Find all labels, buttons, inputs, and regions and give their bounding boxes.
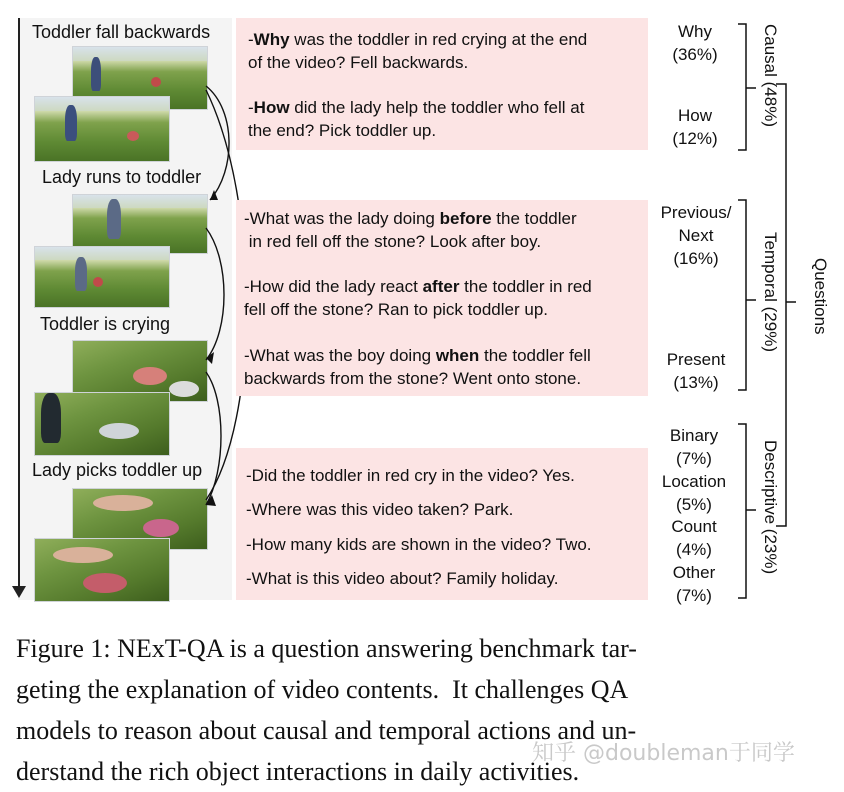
- keyword-why: Why: [253, 30, 290, 49]
- group-label-temporal: Temporal (29%): [761, 232, 780, 352]
- category-other: Other (7%): [672, 563, 716, 605]
- question-after-line2: fell off the stone? Ran to pick toddler up.: [244, 300, 548, 319]
- caption-line: models to reason about causal and temporal actions and un-: [16, 716, 637, 745]
- category-location: Location (5%): [661, 472, 727, 514]
- temporal-bracket: [738, 200, 746, 390]
- question-when: -What was the boy doing when the toddler fell: [244, 346, 591, 365]
- question-why-line2: of the video? Fell backwards.: [248, 53, 469, 72]
- question-other: -What is this video about? Family holiday.: [246, 569, 559, 588]
- group-label-causal: Causal (48%): [761, 24, 780, 127]
- keyword-how: How: [253, 98, 290, 117]
- question-location: -Where was this video taken? Park.: [246, 500, 514, 519]
- watermark: 知乎 @doubleman于同学: [532, 741, 795, 766]
- keyword-when: when: [435, 346, 480, 365]
- question-how-line2: the end? Pick toddler up.: [248, 121, 437, 140]
- figure-caption: [16, 628, 828, 792]
- category-why: Why (36%): [672, 22, 718, 64]
- descriptive-bracket: [738, 424, 746, 598]
- question-binary: -Did the toddler in red cry in the video? Yes.: [246, 466, 575, 485]
- stage-label-crying: Toddler is crying: [40, 314, 171, 334]
- caption-line: derstand the rich object interactions in daily activities.: [16, 757, 580, 786]
- group-label-questions: Questions: [811, 258, 830, 335]
- keyword-after: after: [422, 277, 460, 296]
- question-when-line2: backwards from the stone? Went onto stone.: [244, 369, 582, 388]
- keyword-before: before: [439, 209, 492, 228]
- caption-line: Figure 1: NExT-QA is a question answering benchmark tar-: [16, 634, 637, 663]
- question-how: -How did the lady help the toddler who fell at: [248, 98, 585, 117]
- causal-bracket: [738, 24, 746, 150]
- stage-label-picks: Lady picks toddler up: [32, 460, 203, 480]
- category-present: Present (13%): [666, 350, 726, 392]
- category-binary: Binary (7%): [669, 426, 719, 468]
- question-before-line2: in red fell off the stone? Look after boy.: [244, 232, 542, 251]
- category-how: How (12%): [672, 106, 718, 148]
- question-why: -Why was the toddler in red crying at the end: [248, 30, 588, 49]
- stage-label-runs: Lady runs to toddler: [42, 167, 202, 187]
- question-after: -How did the lady react after the toddler in red: [244, 277, 592, 296]
- question-count: -How many kids are shown in the video? Two.: [246, 535, 592, 554]
- stage-label-fall: Toddler fall backwards: [32, 22, 211, 42]
- category-count: Count (4%): [671, 517, 717, 559]
- caption-line: geting the explanation of video contents. It challenges QA: [16, 675, 629, 704]
- group-label-descriptive: Descriptive (23%): [761, 440, 780, 575]
- category-previous-next: Previous/ Next (16%): [660, 203, 732, 268]
- question-before: -What was the lady doing before the toddler: [244, 209, 577, 228]
